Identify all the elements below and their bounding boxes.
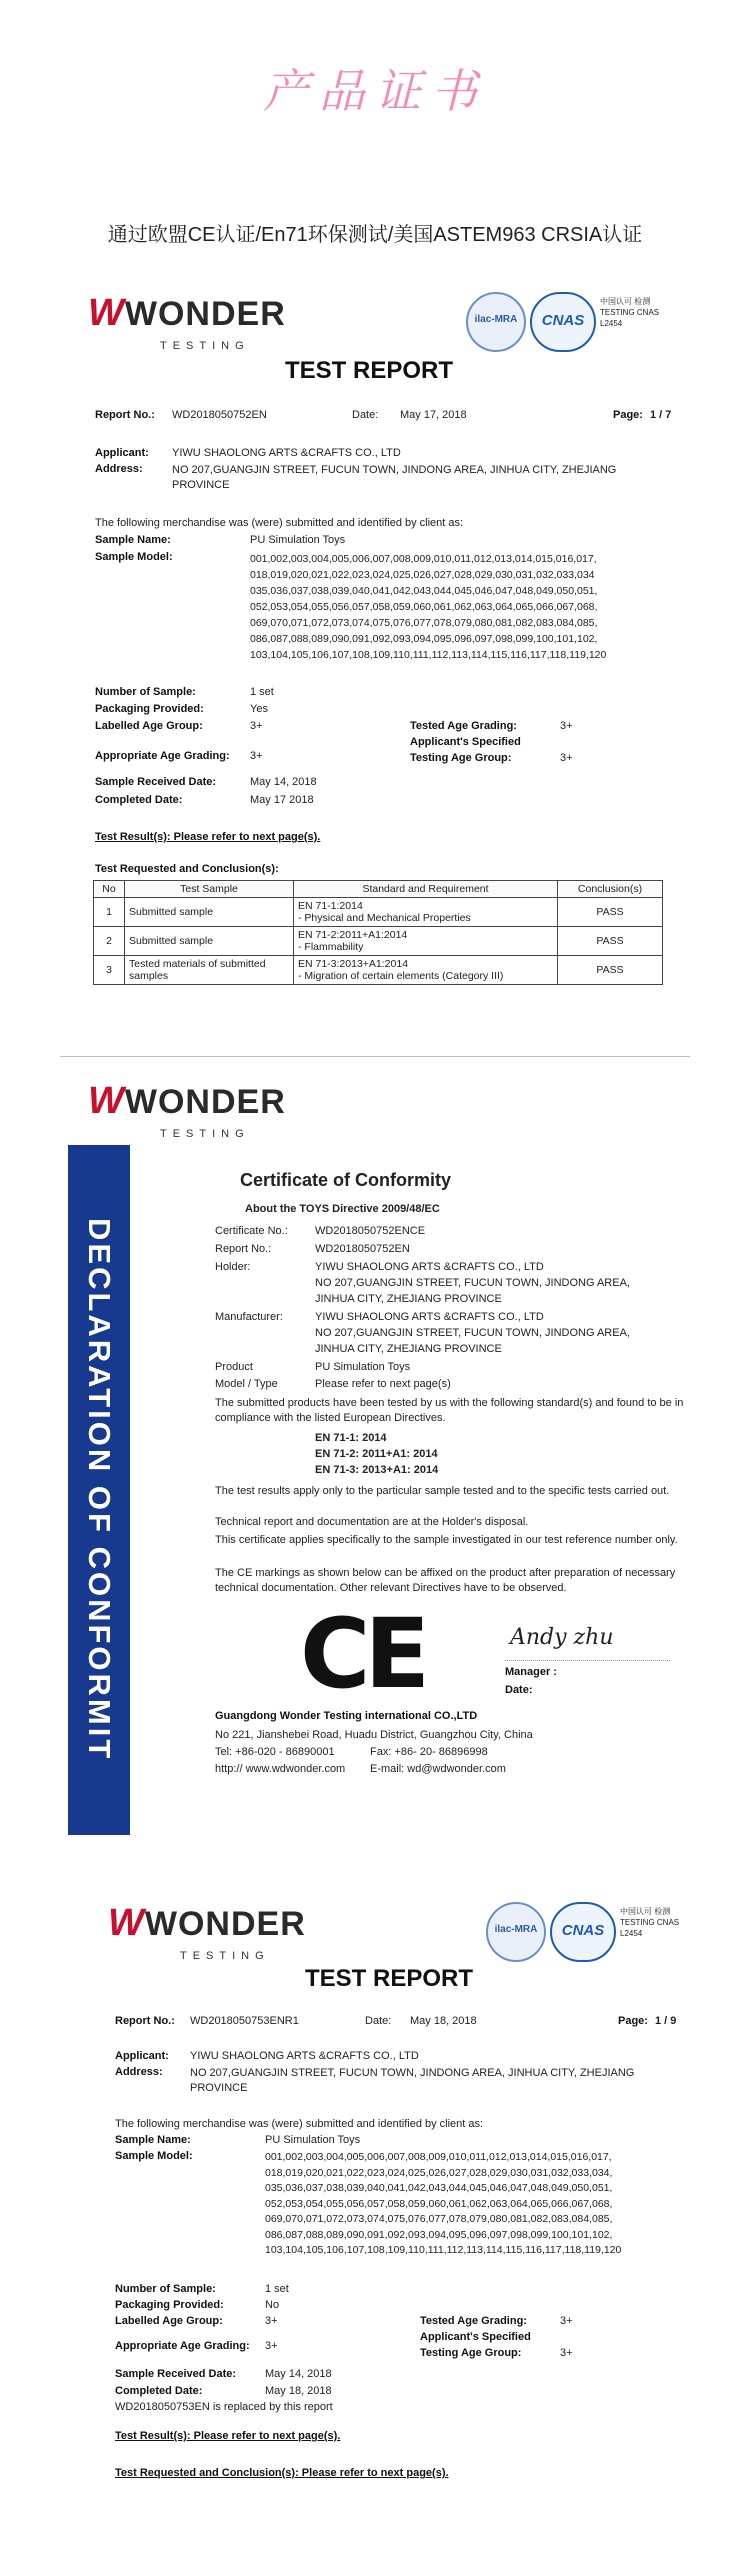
company-web[interactable]: http:// www.wdwonder.com bbox=[215, 1763, 346, 1775]
requested-label: Test Requested and Conclusion(s): Please refer to next page(s). bbox=[115, 2467, 449, 2479]
manufacturer-line: NO 207,GUANGJIN STREET, FUCUN TOWN, JINDONG AREA, bbox=[315, 1327, 630, 1339]
wonder-logo: WWONDER bbox=[88, 1080, 286, 1122]
note: The test results apply only to the particular sample tested and to the specific tests carried out. bbox=[215, 1485, 670, 1497]
company-name: Guangdong Wonder Testing international CO.,LTD bbox=[215, 1710, 478, 1722]
sample-model-label: Sample Model: bbox=[95, 551, 173, 563]
address-value: NO 207,GUANGJIN STREET, FUCUN TOWN, JINDONG AREA, JINHUA CITY, ZHEJIANG PROVINCE bbox=[190, 2067, 635, 2094]
appropriate: 3+ bbox=[265, 2340, 278, 2352]
applicant-specified-label: Applicant's Specified bbox=[420, 2331, 531, 2343]
appropriate-label: Appropriate Age Grading: bbox=[115, 2340, 250, 2352]
applicant-value: YIWU SHAOLONG ARTS &CRAFTS CO., LTD bbox=[190, 2050, 419, 2062]
table-row: 1 Submitted sample EN 71-1:2014 - Physical and Mechanical Properties PASS bbox=[94, 898, 663, 927]
appropriate-label: Appropriate Age Grading: bbox=[95, 750, 230, 762]
holder-line: JINHUA CITY, ZHEJIANG PROVINCE bbox=[315, 1293, 502, 1305]
received-label: Sample Received Date: bbox=[95, 776, 217, 788]
results-label: Test Result(s): Please refer to next page(s). bbox=[115, 2430, 341, 2442]
address-label: Address: bbox=[115, 2066, 163, 2078]
table-row: 3 Tested materials of submitted samples EN 71-3:2013+A1:2014 - Migration of certain elements (Category III) PASS bbox=[94, 956, 663, 985]
address-value: NO 207,GUANGJIN STREET, FUCUN TOWN, JINDONG AREA, JINHUA CITY, ZHEJIANG PROVINCE bbox=[172, 464, 617, 491]
received: May 14, 2018 bbox=[265, 2368, 332, 2380]
packaging-label: Packaging Provided: bbox=[95, 703, 204, 715]
wonder-logo: WWONDER bbox=[88, 292, 286, 334]
page-label: Page: bbox=[618, 2015, 648, 2027]
product: PU Simulation Toys bbox=[315, 1361, 411, 1373]
manager-label: Manager : bbox=[505, 1666, 557, 1678]
company-fax: Fax: +86- 20- 86896998 bbox=[370, 1746, 488, 1758]
logo-subtitle: TESTING bbox=[180, 1950, 270, 1962]
note: The CE markings as shown below can be affixed on the product after preparation of necessary technical documentation. Other relevant Directives have to be observed. bbox=[215, 1567, 676, 1594]
completed: May 17 2018 bbox=[250, 794, 314, 806]
results-label: Test Result(s): Please refer to next page(s). bbox=[95, 831, 321, 843]
certificate-about: About the TOYS Directive 2009/48/EC bbox=[245, 1203, 440, 1215]
cert-date-label: Date: bbox=[505, 1684, 533, 1696]
intro-text: The following merchandise was (were) submitted and identified by client as: bbox=[115, 2118, 484, 2130]
company-tel: Tel: +86-020 - 86890001 bbox=[215, 1746, 335, 1758]
cert-report-no: WD2018050752EN bbox=[315, 1243, 410, 1255]
testing-age-label: Testing Age Group: bbox=[420, 2347, 522, 2359]
testing-age: 3+ bbox=[560, 752, 573, 764]
cert-no-label: Certificate No.: bbox=[215, 1225, 288, 1237]
company-address: No 221, Jianshebei Road, Huadu District, Guangzhou City, China bbox=[215, 1729, 533, 1741]
date-value: May 18, 2018 bbox=[410, 2015, 477, 2027]
num-sample-label: Number of Sample: bbox=[115, 2283, 216, 2295]
labelled: 3+ bbox=[250, 720, 263, 732]
received: May 14, 2018 bbox=[250, 776, 317, 788]
table-header: Test Sample bbox=[125, 881, 294, 898]
date-label: Date: bbox=[365, 2015, 392, 2027]
cert-no: WD2018050752ENCE bbox=[315, 1225, 426, 1237]
standard: EN 71-1: 2014 bbox=[315, 1432, 387, 1444]
table-header: No bbox=[94, 881, 125, 898]
requirements-table bbox=[93, 880, 663, 985]
applicant-value: YIWU SHAOLONG ARTS &CRAFTS CO., LTD bbox=[172, 447, 401, 459]
wonder-logo: WWONDER bbox=[108, 1902, 306, 1944]
logo-subtitle: TESTING bbox=[160, 1128, 250, 1140]
sample-name-label: Sample Name: bbox=[115, 2134, 191, 2146]
cnas-seal-icon: CNAS bbox=[530, 292, 596, 352]
num-sample-label: Number of Sample: bbox=[95, 686, 196, 698]
holder-label: Holder: bbox=[215, 1261, 251, 1273]
date-value: May 17, 2018 bbox=[400, 409, 467, 421]
declaration-text: DECLARATION OF CONFORMIT bbox=[82, 1218, 117, 1762]
tested-age: 3+ bbox=[560, 720, 573, 732]
tested-age-label: Tested Age Grading: bbox=[410, 720, 517, 732]
completed-label: Completed Date: bbox=[115, 2385, 203, 2397]
replaced-note: WD2018050753EN is replaced by this report bbox=[115, 2401, 333, 2413]
testing-age-label: Testing Age Group: bbox=[410, 752, 512, 764]
tested-age: 3+ bbox=[560, 2315, 573, 2327]
num-sample: 1 set bbox=[265, 2283, 289, 2295]
applicant-specified-label: Applicant's Specified bbox=[410, 736, 521, 748]
model-label: Model / Type bbox=[215, 1378, 278, 1390]
applicant-label: Applicant: bbox=[95, 447, 149, 459]
report-no-label: Report No.: bbox=[115, 2015, 175, 2027]
labelled: 3+ bbox=[265, 2315, 278, 2327]
completed: May 18, 2018 bbox=[265, 2385, 332, 2397]
sample-name: PU Simulation Toys bbox=[250, 534, 346, 546]
cert-report-no-label: Report No.: bbox=[215, 1243, 272, 1255]
sample-name: PU Simulation Toys bbox=[265, 2134, 361, 2146]
page-value: 1 / 9 bbox=[655, 2015, 677, 2027]
labelled-label: Labelled Age Group: bbox=[115, 2315, 223, 2327]
note: Technical report and documentation are at the Holder's disposal. bbox=[215, 1516, 529, 1528]
received-label: Sample Received Date: bbox=[115, 2368, 237, 2380]
sample-model: 001,002,003,004,005,006,007,008,009,010,011,012,013,014,015,016,017, 018,019,020,021,022,023,024,025,026,027,028,029,030,031,032,033,034, 035,036,037,038,039,040,041,042,043,044,045,046,047,048,049,050,051, 052,053,054,055,056,057,058,059,060,061,062,063,064,065,066,067,068, 069,070,071,072,073,074,075,076,077,078,079,080,081,082,083,084,085, 086,087,088,089,090,091,092,093,094,095,096,097,098,099,100,101,102, 103,104,105,106,107,108,109,110,111,112,113,114,115,116,117,118,119,120 bbox=[265, 2151, 622, 2256]
cnas-seal-icon: CNAS bbox=[550, 1902, 616, 1962]
signature: Andy zhu bbox=[510, 1625, 614, 1650]
cnas-text: 中国认可 检测 TESTING CNAS L2454 bbox=[620, 1907, 680, 1938]
completed-label: Completed Date: bbox=[95, 794, 183, 806]
tested-age-label: Tested Age Grading: bbox=[420, 2315, 527, 2327]
ce-mark-icon: CE bbox=[300, 1598, 425, 1710]
company-email[interactable]: E-mail: wd@wdwonder.com bbox=[370, 1763, 506, 1775]
report-title: TEST REPORT bbox=[285, 357, 454, 384]
report-no: WD2018050753ENR1 bbox=[190, 2015, 299, 2027]
statement: The submitted products have been tested by us with the following standard(s) and found to be in compliance with the listed European Directives. bbox=[215, 1397, 684, 1424]
packaging-label: Packaging Provided: bbox=[115, 2299, 224, 2311]
table-header: Conclusion(s) bbox=[558, 881, 663, 898]
packaging: No bbox=[265, 2299, 280, 2311]
manufacturer-line: YIWU SHAOLONG ARTS &CRAFTS CO., LTD bbox=[315, 1311, 544, 1323]
manufacturer-line: JINHUA CITY, ZHEJIANG PROVINCE bbox=[315, 1343, 502, 1355]
certificate-title: Certificate of Conformity bbox=[240, 1170, 452, 1190]
packaging: Yes bbox=[250, 703, 268, 715]
model: Please refer to next page(s) bbox=[315, 1378, 451, 1390]
standard: EN 71-3: 2013+A1: 2014 bbox=[315, 1464, 439, 1476]
signature-line bbox=[505, 1660, 670, 1661]
logo-subtitle: TESTING bbox=[160, 340, 250, 352]
address-label: Address: bbox=[95, 463, 143, 475]
page-value: 1 / 7 bbox=[650, 409, 672, 421]
sample-name-label: Sample Name: bbox=[95, 534, 171, 546]
banner-title: 产品证书 bbox=[263, 64, 487, 118]
banner-subtitle: 通过欧盟CE认证/En71环保测试/美国ASTEM963 CRSIA认证 bbox=[107, 224, 643, 246]
report-no-label: Report No.: bbox=[95, 409, 155, 421]
note: This certificate applies specifically to the sample investigated in our test reference number only. bbox=[215, 1534, 678, 1546]
num-sample: 1 set bbox=[250, 686, 274, 698]
cnas-text: 中国认可 检测 TESTING CNAS L2454 bbox=[600, 297, 660, 328]
testing-age: 3+ bbox=[560, 2347, 573, 2359]
page-label: Page: bbox=[613, 409, 643, 421]
sample-model: 001,002,003,004,005,006,007,008,009,010,011,012,013,014,015,016,017, 018,019,020,021,022,023,024,025,026,027,028,029,030,031,032,033,034 035,036,037,038,039,040,041,042,043,044,045,046,047,048,049,050,051, 052,053,054,055,056,057,058,059,060,061,062,063,064,065,066,067,068, 069,070,071,072,073,074,075,076,077,078,079,080,081,082,083,084,085, 086,087,088,089,090,091,092,093,094,095,096,097,098,099,100,101,102, 103,104,105,106,107,108,109,110,111,112,113,114,115,116,117,118,119,120 bbox=[250, 553, 607, 661]
divider bbox=[60, 1056, 690, 1057]
date-label: Date: bbox=[352, 409, 379, 421]
requested-label: Test Requested and Conclusion(s): bbox=[95, 863, 279, 875]
appropriate: 3+ bbox=[250, 750, 263, 762]
standard: EN 71-2: 2011+A1: 2014 bbox=[315, 1448, 438, 1460]
manufacturer-label: Manufacturer: bbox=[215, 1311, 283, 1323]
table-row: 2 Submitted sample EN 71-2:2011+A1:2014 - Flammability PASS bbox=[94, 927, 663, 956]
applicant-label: Applicant: bbox=[115, 2050, 169, 2062]
intro-text: The following merchandise was (were) submitted and identified by client as: bbox=[95, 517, 464, 529]
sample-model-label: Sample Model: bbox=[115, 2150, 193, 2162]
ilac-seal-icon: ilac-MRA bbox=[486, 1902, 546, 1962]
product-label: Product bbox=[215, 1361, 253, 1373]
ilac-seal-icon: ilac-MRA bbox=[466, 292, 526, 352]
table-header: Standard and Requirement bbox=[294, 881, 558, 898]
report-no: WD2018050752EN bbox=[172, 409, 267, 421]
holder-line: YIWU SHAOLONG ARTS &CRAFTS CO., LTD bbox=[315, 1261, 544, 1273]
labelled-label: Labelled Age Group: bbox=[95, 720, 203, 732]
holder-line: NO 207,GUANGJIN STREET, FUCUN TOWN, JINDONG AREA, bbox=[315, 1277, 630, 1289]
report-title: TEST REPORT bbox=[305, 1965, 474, 1992]
